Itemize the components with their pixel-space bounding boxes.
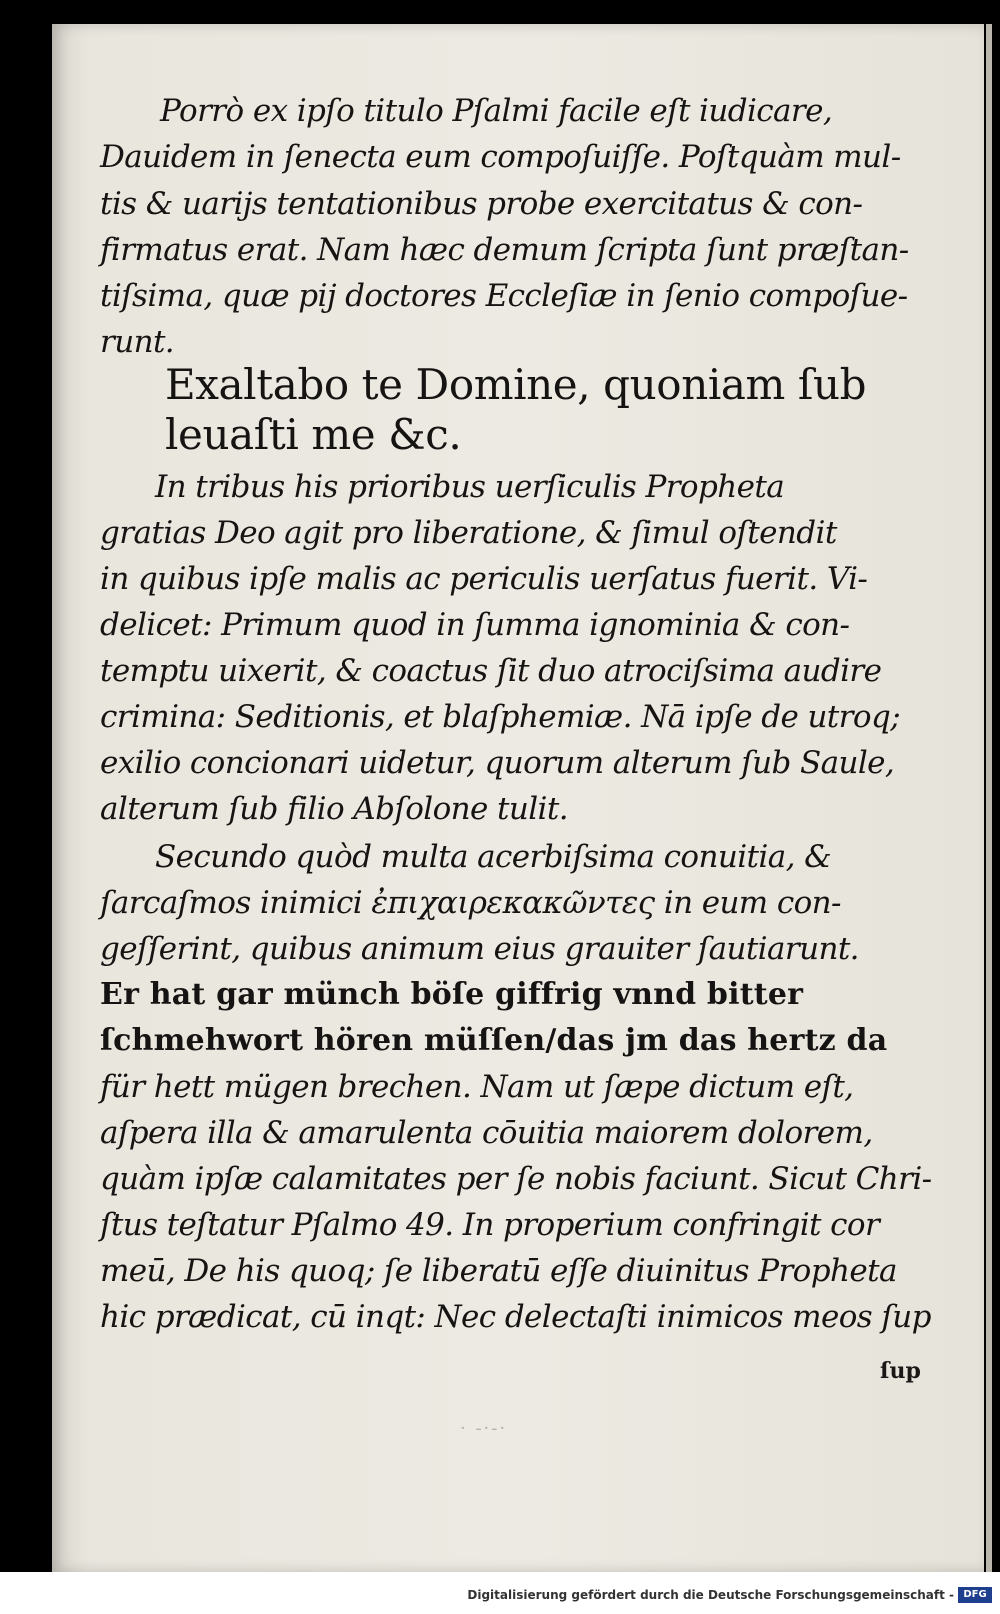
digitization-footer bbox=[0, 1572, 1000, 1614]
bleed-through-marks: · -·-· bbox=[460, 1418, 508, 1439]
catchword: ſup bbox=[880, 1358, 921, 1384]
text-line: ſarcaſmos inimici ἐπιχαιρεκακῶντες in eum con- bbox=[100, 885, 841, 921]
text-line: alterum ſub filio Abſolone tulit. bbox=[100, 791, 568, 827]
section-heading-line: Exaltabo te Domine, quoniam ſub bbox=[165, 360, 867, 409]
text-line: exilio concionari uidetur, quorum alterum ſub Saule, bbox=[100, 745, 895, 781]
text-line: crimina: Seditionis, et blaſphemiæ. Nā ipſe de utroq; bbox=[100, 699, 901, 735]
text-line: In tribus his prioribus uerſiculis Propheta bbox=[155, 469, 785, 505]
text-line: Dauidem in ſenecta eum compoſuiſſe. Poſtquàm mul- bbox=[100, 139, 901, 175]
text-line: tis & uarijs tentationibus probe exercitatus & con- bbox=[100, 186, 863, 222]
text-line: gratias Deo agit pro liberatione, & ſimul oſtendit bbox=[100, 515, 837, 551]
text-line: meū, De his quoq; ſe liberatū eſſe diuinitus Propheta bbox=[100, 1253, 897, 1289]
text-line: Porrò ex ipſo titulo Pſalmi facile eſt iudicare, bbox=[160, 93, 833, 129]
text-line: runt. bbox=[100, 324, 175, 360]
text-line: aſpera illa & amarulenta cōuitia maiorem dolorem, bbox=[100, 1115, 873, 1151]
text-line: hic prædicat, cū inqt: Nec delectaſti inimicos meos ſup bbox=[100, 1299, 931, 1335]
text-line: firmatus erat. Nam hæc demum ſcripta ſunt præſtan- bbox=[100, 232, 909, 268]
dfg-logo-icon: DFG bbox=[958, 1587, 992, 1603]
text-line: Secundo quòd multa acerbiſsima conuitia, & bbox=[155, 839, 832, 875]
section-heading-line: leuaſti me &c. bbox=[165, 410, 462, 459]
blackletter-line: Er hat gar münch böſe giffrig vnnd bitter bbox=[100, 977, 804, 1012]
text-line: tiſsima, quæ pij doctores Eccleſiæ in ſenio compoſue- bbox=[100, 278, 908, 314]
text-line: in quibus ipſe malis ac periculis uerſatus fuerit. Vi- bbox=[100, 561, 868, 597]
text-line: für hett mügen brechen. Nam ut ſæpe dictum eſt, bbox=[100, 1069, 854, 1105]
text-line: ſtus teſtatur Pſalmo 49. In properium confringit cor bbox=[100, 1207, 880, 1243]
text-line: quàm ipſæ calamitates per ſe nobis faciunt. Sicut Chri- bbox=[100, 1161, 932, 1197]
text-line: delicet: Primum quod in ſumma ignominia & con- bbox=[100, 607, 850, 643]
page-edge bbox=[986, 24, 992, 1572]
footer-credit: Digitalisierung gefördert durch die Deutsche Forschungsgemeinschaft - bbox=[467, 1588, 954, 1602]
text-line: geſſerint, quibus animum eius grauiter ſautiarunt. bbox=[100, 931, 859, 967]
blackletter-line: ſchmehwort hören müſſen/das jm das hertz da bbox=[100, 1023, 888, 1058]
text-line: temptu uixerit, & coactus ſit duo atrociſsima audire bbox=[100, 653, 882, 689]
